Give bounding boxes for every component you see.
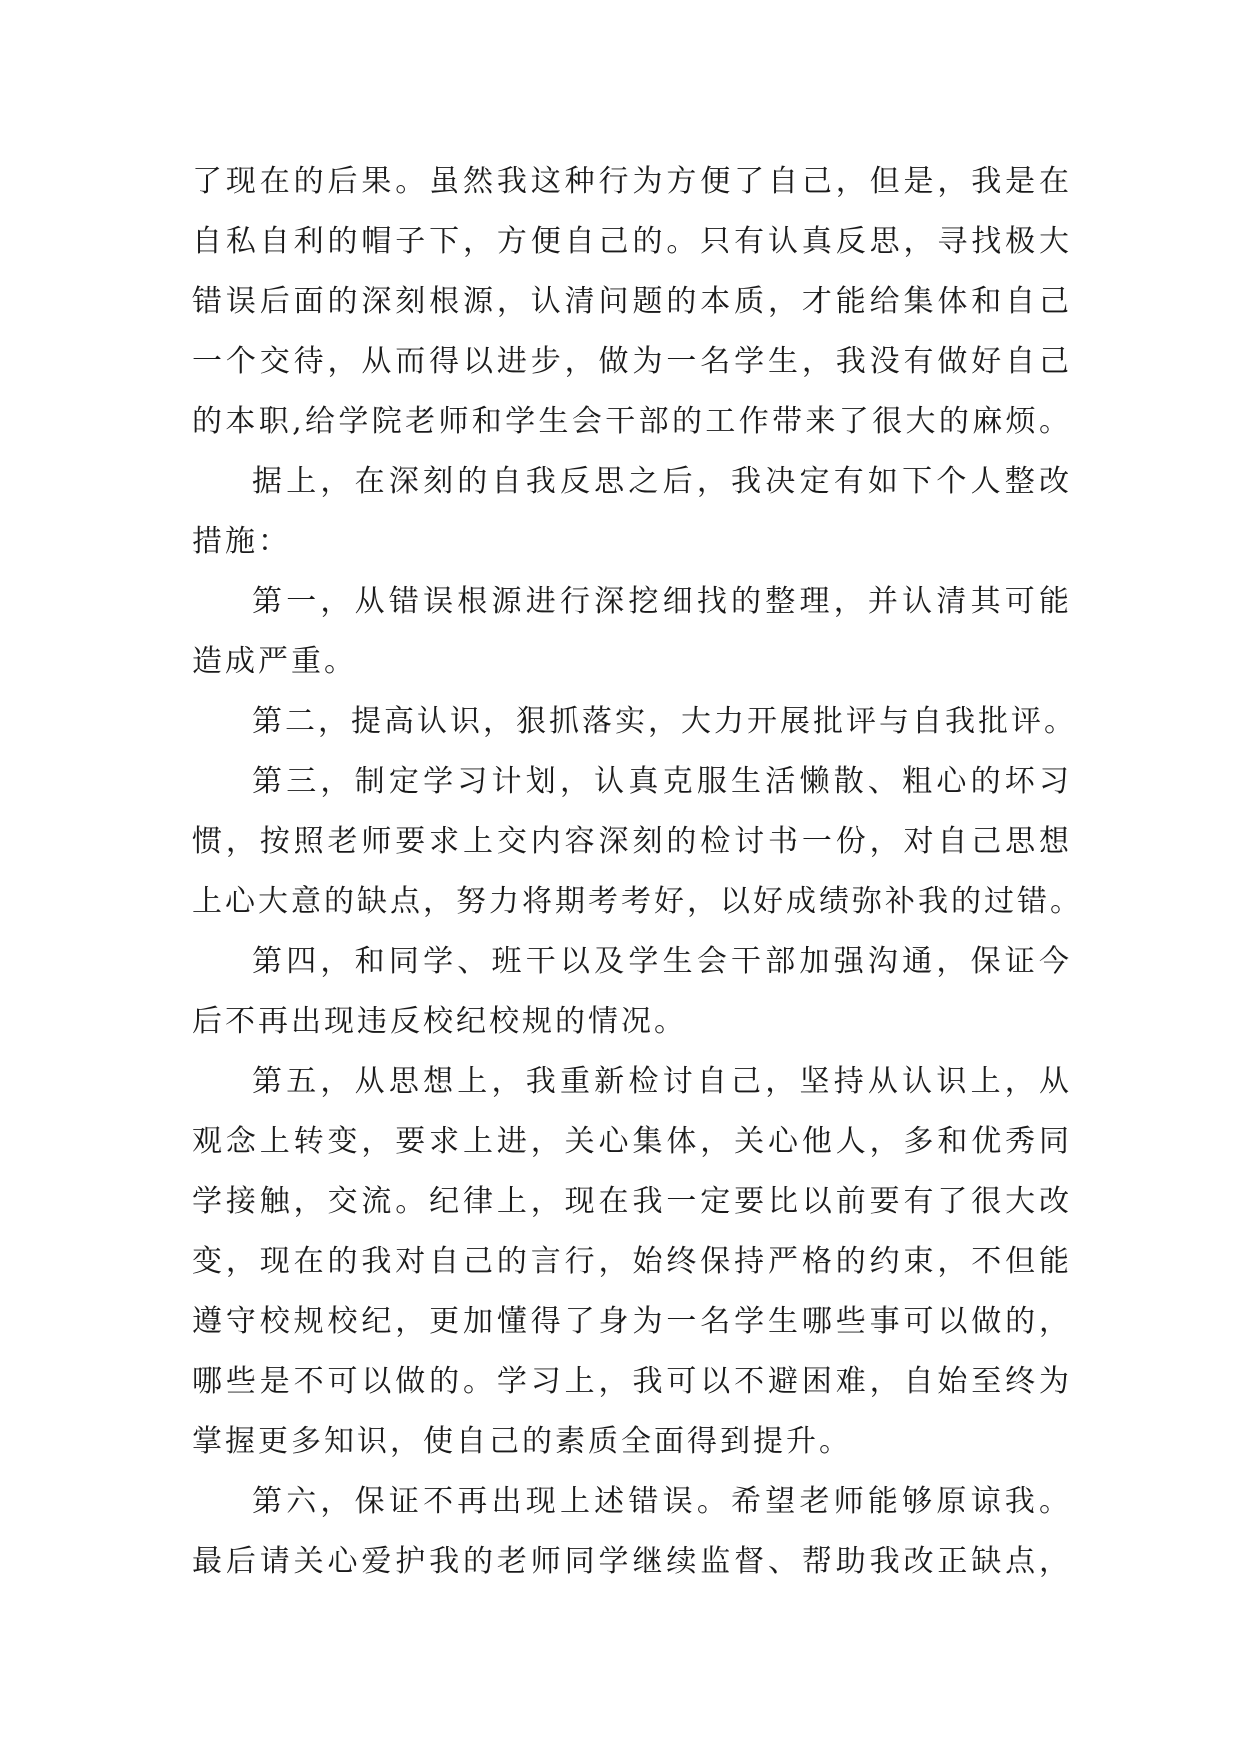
text-line: 据上，在深刻的自我反思之后，我决定有如下个人整改 [252,464,1072,499]
text-line: 了现在的后果。虽然我这种行为方便了自己，但是，我是在 [192,164,1072,199]
text-line: 最后请关心爱护我的老师同学继续监督、帮助我改正缺点， [192,1544,1072,1579]
paragraph [192,932,1072,1052]
text-line: 哪些是不可以做的。学习上，我可以不避困难，自始至终为 [192,1364,1072,1399]
text-line: 造成严重。 [192,644,357,679]
text-line: 第四，和同学、班干以及学生会干部加强沟通，保证今 [252,944,1072,979]
text-line: 错误后面的深刻根源，认清问题的本质，才能给集体和自己 [192,284,1072,319]
text-line: 自私自利的帽子下，方便自己的。只有认真反思，寻找极大 [192,224,1072,259]
text-line: 变，现在的我对自己的言行，始终保持严格的约束，不但能 [192,1244,1072,1279]
text-line: 学接触，交流。纪律上，现在我一定要比以前要有了很大改 [192,1184,1072,1219]
paragraph [192,1052,1072,1472]
text-line: 观念上转变，要求上进，关心集体，关心他人，多和优秀同 [192,1124,1072,1159]
text-line: 的本职,给学院老师和学生会干部的工作带来了很大的麻烦。 [192,404,1072,439]
text-line: 第六，保证不再出现上述错误。希望老师能够原谅我。 [252,1484,1072,1519]
paragraph [192,452,1072,572]
text-line: 上心大意的缺点，努力将期考考好，以好成绩弥补我的过错。 [192,884,1083,919]
paragraph [192,152,1072,452]
text-line: 第三，制定学习计划，认真克服生活懒散、粗心的坏习 [252,764,1072,799]
paragraph [192,572,1072,692]
text-line: 惯，按照老师要求上交内容深刻的检讨书一份，对自己思想 [192,824,1072,859]
paragraph [192,752,1083,932]
text-line: 第五，从思想上，我重新检讨自己，坚持从认识上，从 [252,1064,1072,1099]
text-line: 措施： [192,524,291,559]
text-line: 掌握更多知识，使自己的素质全面得到提升。 [192,1424,852,1459]
document-body [192,152,1083,1592]
paragraph [192,692,1077,752]
text-line: 遵守校规校纪，更加懂得了身为一名学生哪些事可以做的， [192,1304,1072,1339]
paragraph [192,1472,1072,1592]
text-line: 后不再出现违反校纪校规的情况。 [192,1004,687,1039]
text-line: 第二，提高认识，狠抓落实，大力开展批评与自我批评。 [252,704,1077,739]
text-line: 第一，从错误根源进行深挖细找的整理，并认清其可能 [252,584,1072,619]
text-line: 一个交待，从而得以进步，做为一名学生，我没有做好自己 [192,344,1072,379]
